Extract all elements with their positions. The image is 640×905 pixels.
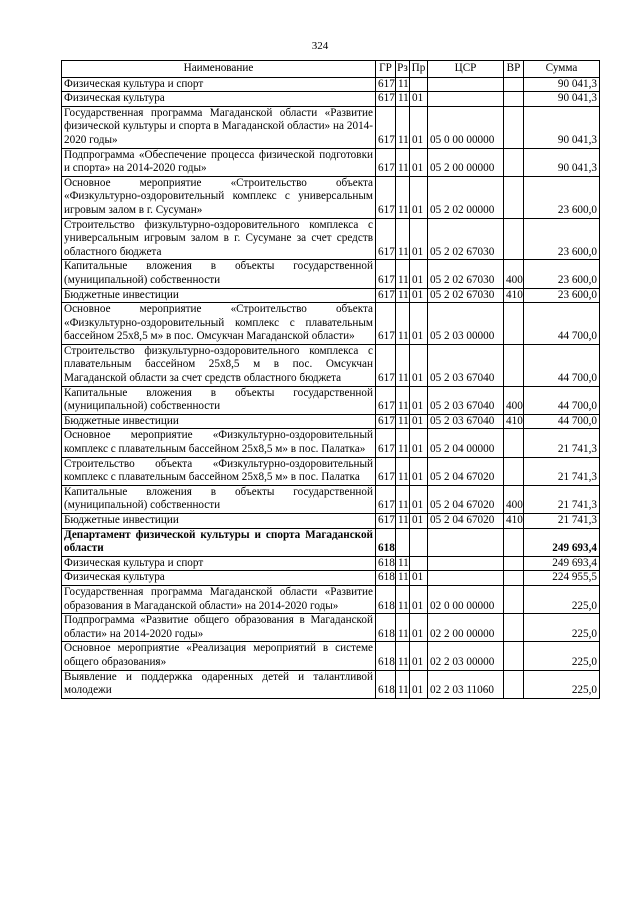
cell-vr	[504, 528, 524, 556]
cell-rz: 11	[396, 614, 410, 642]
cell-vr	[504, 571, 524, 586]
cell-name: Бюджетные инвестиции	[62, 514, 376, 529]
cell-rz: 11	[396, 386, 410, 414]
cell-rz: 11	[396, 485, 410, 513]
cell-vr	[504, 176, 524, 218]
cell-sum: 225,0	[524, 614, 600, 642]
cell-csr: 05 2 02 67030	[428, 288, 504, 303]
cell-vr	[504, 642, 524, 670]
cell-rz: 11	[396, 514, 410, 529]
cell-rz: 11	[396, 288, 410, 303]
cell-vr	[504, 585, 524, 613]
cell-gr: 617	[376, 148, 396, 176]
cell-vr	[504, 457, 524, 485]
cell-csr: 02 0 00 00000	[428, 585, 504, 613]
cell-name: Строительство физкультурно-оздоровительного комплекса с универсальным игровым залом в г. Сусумане за счет средств областного бюджета	[62, 218, 376, 260]
cell-csr: 05 2 03 67040	[428, 386, 504, 414]
cell-gr: 617	[376, 218, 396, 260]
cell-pr: 01	[410, 571, 428, 586]
table-header-row	[62, 61, 600, 78]
cell-sum: 225,0	[524, 670, 600, 698]
cell-name: Бюджетные инвестиции	[62, 414, 376, 429]
cell-rz: 11	[396, 642, 410, 670]
cell-pr: 01	[410, 106, 428, 148]
cell-gr: 617	[376, 386, 396, 414]
cell-vr	[504, 429, 524, 457]
cell-pr: 01	[410, 218, 428, 260]
table-body	[62, 77, 600, 698]
cell-rz: 11	[396, 176, 410, 218]
cell-csr: 05 2 00 00000	[428, 148, 504, 176]
table-row	[62, 670, 600, 698]
cell-csr	[428, 92, 504, 107]
table-row	[62, 457, 600, 485]
cell-pr: 01	[410, 642, 428, 670]
cell-csr	[428, 77, 504, 92]
cell-sum: 44 700,0	[524, 414, 600, 429]
cell-name: Физическая культура	[62, 92, 376, 107]
cell-csr: 05 2 02 00000	[428, 176, 504, 218]
table-row	[62, 614, 600, 642]
cell-sum: 90 041,3	[524, 92, 600, 107]
cell-name: Капитальные вложения в объекты государственной (муниципальной) собственности	[62, 260, 376, 288]
cell-pr: 01	[410, 414, 428, 429]
cell-csr: 05 0 00 00000	[428, 106, 504, 148]
cell-sum: 23 600,0	[524, 288, 600, 303]
cell-rz: 11	[396, 571, 410, 586]
cell-rz: 11	[396, 260, 410, 288]
cell-gr: 617	[376, 176, 396, 218]
cell-vr: 400	[504, 260, 524, 288]
table-row	[62, 92, 600, 107]
table-row	[62, 176, 600, 218]
table-row	[62, 303, 600, 345]
cell-gr: 618	[376, 528, 396, 556]
cell-sum: 225,0	[524, 585, 600, 613]
cell-vr: 400	[504, 485, 524, 513]
cell-sum: 249 693,4	[524, 528, 600, 556]
table-row	[62, 528, 600, 556]
cell-vr	[504, 670, 524, 698]
table-row	[62, 77, 600, 92]
cell-csr: 05 2 02 67030	[428, 260, 504, 288]
column-header-sum: Сумма	[524, 61, 600, 78]
cell-pr	[410, 528, 428, 556]
cell-pr: 01	[410, 585, 428, 613]
cell-gr: 617	[376, 344, 396, 386]
cell-pr: 01	[410, 429, 428, 457]
cell-vr	[504, 77, 524, 92]
cell-csr: 05 2 04 67020	[428, 485, 504, 513]
cell-csr: 05 2 04 67020	[428, 457, 504, 485]
table-row	[62, 556, 600, 571]
cell-name: Основное мероприятие «Строительство объекта «Физкультурно-оздоровительный комплекс с универсальным игровым залом в г. Сусуман»	[62, 176, 376, 218]
cell-csr: 05 2 03 00000	[428, 303, 504, 345]
cell-name: Бюджетные инвестиции	[62, 288, 376, 303]
cell-sum: 21 741,3	[524, 457, 600, 485]
cell-rz: 11	[396, 218, 410, 260]
table-row	[62, 386, 600, 414]
cell-sum: 90 041,3	[524, 77, 600, 92]
cell-pr: 01	[410, 457, 428, 485]
cell-sum: 225,0	[524, 642, 600, 670]
cell-vr	[504, 106, 524, 148]
cell-csr	[428, 528, 504, 556]
cell-name: Физическая культура	[62, 571, 376, 586]
cell-gr: 618	[376, 614, 396, 642]
table-row	[62, 429, 600, 457]
cell-gr: 617	[376, 485, 396, 513]
cell-gr: 617	[376, 303, 396, 345]
cell-rz: 11	[396, 585, 410, 613]
cell-pr: 01	[410, 148, 428, 176]
cell-name: Основное мероприятие «Строительство объекта «Физкультурно-оздоровительный комплекс с плавательным бассейном 25х8,5 м» в пос. Омсукчан Магаданской области»	[62, 303, 376, 345]
cell-name: Строительство физкультурно-оздоровительного комплекса с плавательным бассейном 25х8,5 м в пос. Омсукчан Магаданской области за счет средств областного бюджета	[62, 344, 376, 386]
cell-gr: 618	[376, 585, 396, 613]
cell-name: Капитальные вложения в объекты государственной (муниципальной) собственности	[62, 485, 376, 513]
table-row	[62, 585, 600, 613]
cell-gr: 618	[376, 670, 396, 698]
cell-rz: 11	[396, 148, 410, 176]
table-row	[62, 344, 600, 386]
cell-vr: 410	[504, 288, 524, 303]
cell-sum: 44 700,0	[524, 303, 600, 345]
table-row	[62, 106, 600, 148]
cell-csr: 05 2 02 67030	[428, 218, 504, 260]
cell-sum: 224 955,5	[524, 571, 600, 586]
cell-pr: 01	[410, 614, 428, 642]
table-row	[62, 485, 600, 513]
column-header-gr: ГР	[376, 61, 396, 78]
cell-name: Основное мероприятие «Реализация мероприятий в системе общего образования»	[62, 642, 376, 670]
cell-rz	[396, 528, 410, 556]
cell-csr	[428, 556, 504, 571]
cell-gr: 617	[376, 92, 396, 107]
cell-sum: 249 693,4	[524, 556, 600, 571]
column-header-pr: Пр	[410, 61, 428, 78]
table-row	[62, 642, 600, 670]
cell-rz: 11	[396, 670, 410, 698]
cell-vr	[504, 344, 524, 386]
cell-csr: 05 2 04 00000	[428, 429, 504, 457]
cell-rz: 11	[396, 457, 410, 485]
cell-rz: 11	[396, 344, 410, 386]
cell-pr: 01	[410, 485, 428, 513]
budget-table	[61, 60, 600, 699]
cell-name: Физическая культура и спорт	[62, 556, 376, 571]
cell-name: Департамент физической культуры и спорта Магаданской области	[62, 528, 376, 556]
cell-rz: 11	[396, 414, 410, 429]
cell-pr: 01	[410, 260, 428, 288]
cell-rz: 11	[396, 77, 410, 92]
cell-name: Государственная программа Магаданской области «Развитие физической культуры и спорта в Магаданской области» на 2014-2020 годы»	[62, 106, 376, 148]
column-header-csr: ЦСР	[428, 61, 504, 78]
cell-vr: 400	[504, 386, 524, 414]
cell-sum: 90 041,3	[524, 106, 600, 148]
cell-sum: 21 741,3	[524, 429, 600, 457]
cell-name: Подпрограмма «Развитие общего образования в Магаданской области» на 2014-2020 годы»	[62, 614, 376, 642]
cell-csr: 02 2 03 00000	[428, 642, 504, 670]
cell-csr: 05 2 03 67040	[428, 344, 504, 386]
cell-name: Капитальные вложения в объекты государственной (муниципальной) собственности	[62, 386, 376, 414]
cell-sum: 44 700,0	[524, 344, 600, 386]
cell-sum: 21 741,3	[524, 514, 600, 529]
cell-gr: 617	[376, 457, 396, 485]
table-row	[62, 218, 600, 260]
table-row	[62, 414, 600, 429]
cell-name: Физическая культура и спорт	[62, 77, 376, 92]
cell-rz: 11	[396, 106, 410, 148]
cell-gr: 617	[376, 77, 396, 92]
cell-vr	[504, 218, 524, 260]
cell-pr	[410, 556, 428, 571]
cell-rz: 11	[396, 92, 410, 107]
cell-csr: 05 2 04 67020	[428, 514, 504, 529]
column-header-vr: ВР	[504, 61, 524, 78]
column-header-rz: Рз	[396, 61, 410, 78]
cell-vr	[504, 614, 524, 642]
column-header-name: Наименование	[62, 61, 376, 78]
cell-pr: 01	[410, 344, 428, 386]
cell-vr	[504, 148, 524, 176]
cell-name: Выявление и поддержка одаренных детей и талантливой молодежи	[62, 670, 376, 698]
cell-name: Основное мероприятие «Физкультурно-оздоровительный комплекс с плавательным бассейном 25х8,5 м» в пос. Палатка»	[62, 429, 376, 457]
cell-vr: 410	[504, 414, 524, 429]
table-row	[62, 260, 600, 288]
cell-csr: 05 2 03 67040	[428, 414, 504, 429]
cell-pr: 01	[410, 176, 428, 218]
cell-pr	[410, 77, 428, 92]
cell-vr	[504, 92, 524, 107]
cell-pr: 01	[410, 303, 428, 345]
cell-csr: 02 2 03 11060	[428, 670, 504, 698]
cell-csr	[428, 571, 504, 586]
table-row	[62, 148, 600, 176]
cell-pr: 01	[410, 514, 428, 529]
cell-gr: 617	[376, 106, 396, 148]
cell-name: Подпрограмма «Обеспечение процесса физической подготовки и спорта» на 2014-2020 годы»	[62, 148, 376, 176]
cell-rz: 11	[396, 429, 410, 457]
cell-rz: 11	[396, 556, 410, 571]
cell-vr: 410	[504, 514, 524, 529]
cell-sum: 23 600,0	[524, 176, 600, 218]
table-row	[62, 571, 600, 586]
cell-gr: 617	[376, 514, 396, 529]
cell-gr: 618	[376, 642, 396, 670]
cell-sum: 44 700,0	[524, 386, 600, 414]
cell-pr: 01	[410, 288, 428, 303]
cell-pr: 01	[410, 670, 428, 698]
page-number: 324	[311, 40, 329, 52]
cell-name: Государственная программа Магаданской области «Развитие образования в Магаданской области» на 2014-2020 годы»	[62, 585, 376, 613]
table-row	[62, 514, 600, 529]
cell-sum: 23 600,0	[524, 218, 600, 260]
cell-pr: 01	[410, 386, 428, 414]
cell-gr: 618	[376, 556, 396, 571]
cell-gr: 617	[376, 414, 396, 429]
cell-sum: 21 741,3	[524, 485, 600, 513]
cell-gr: 617	[376, 288, 396, 303]
table-row	[62, 288, 600, 303]
cell-sum: 90 041,3	[524, 148, 600, 176]
cell-vr	[504, 556, 524, 571]
cell-gr: 617	[376, 260, 396, 288]
cell-pr: 01	[410, 92, 428, 107]
cell-gr: 617	[376, 429, 396, 457]
cell-name: Строительство объекта «Физкультурно-оздоровительный комплекс с плавательным бассейном 25х8,5 м» в пос. Палатка	[62, 457, 376, 485]
cell-sum: 23 600,0	[524, 260, 600, 288]
cell-rz: 11	[396, 303, 410, 345]
cell-csr: 02 2 00 00000	[428, 614, 504, 642]
cell-vr	[504, 303, 524, 345]
cell-gr: 618	[376, 571, 396, 586]
